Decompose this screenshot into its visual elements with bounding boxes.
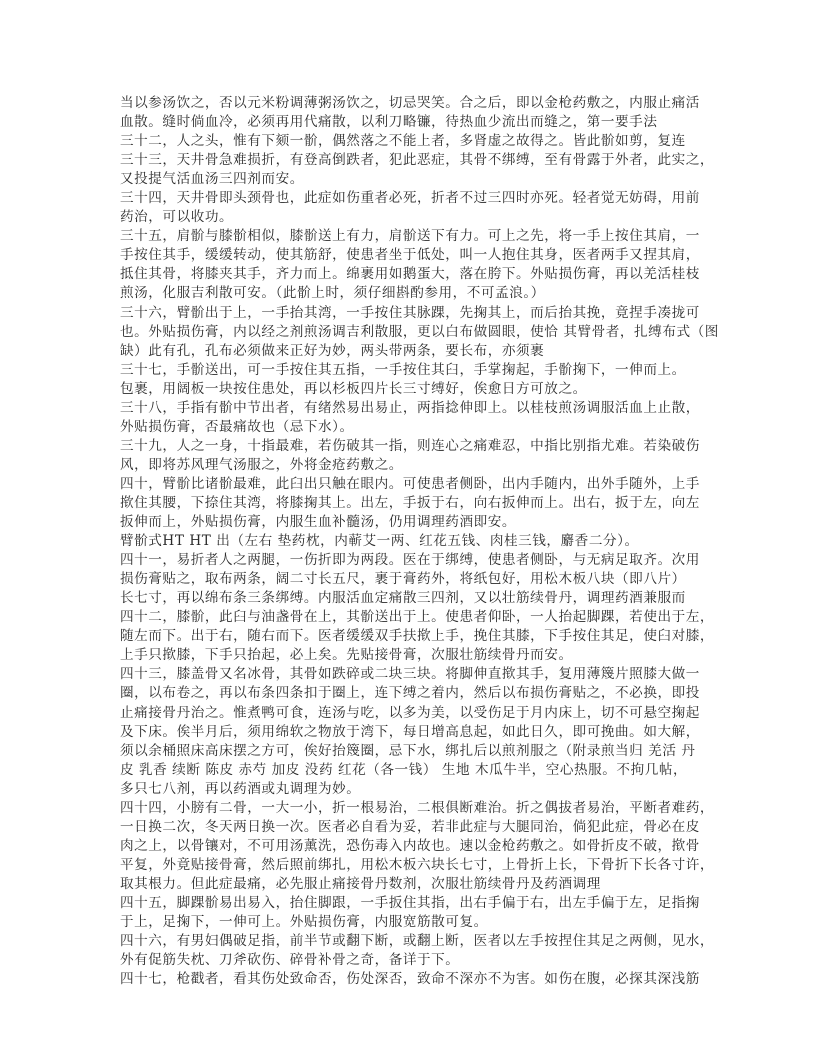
text-line: 皮 乳香 续断 陈皮 赤芍 加皮 没药 红花（各一钱） 生地 木瓜牛半，空心热服。不拘几帖， [120, 761, 688, 778]
text-line: 多只七八剂，再以药酒或丸调理为妙。 [120, 780, 361, 797]
text-line: 取其根力。但此症最痛，必先服止痛接骨丹数剂，次服壮筋续骨丹及药酒调理 [120, 875, 601, 892]
text-line: 损伤膏贴之，取布两条，阔二寸长五尺，裹于膏药外，将纸包好，用松木板八块（即八片） [120, 571, 686, 588]
text-line: 四十七，枪戳者，看其伤处致命否，伤处深否，致命不深亦不为害。如伤在腹，必探其深浅筋 [120, 971, 700, 988]
text-line: 四十一，易折者人之两腿，一伤折即为两段。医在于绑缚，使患者侧卧，与无病足取齐。次用 [120, 552, 700, 569]
text-line: 三十五，肩骱与膝骱相似，膝骱送上有力，肩骱送下有力。可上之先，将一手上按住其肩，一 [120, 228, 700, 245]
text-line: 煎汤，化服吉利散可安。（此骱上时，须仔细斟酌参用，不可孟浪。） [120, 285, 545, 302]
text-line: 三十九，人之一身，十指最难，若伤破其一指，则连心之痛难忍，中指比别指尤难。若染破伤 [120, 437, 700, 454]
text-line: 四十六，有男妇偶破足指，前半节或翻下断，或翻上断，医者以左手按捏住其足之两侧，见水， [120, 933, 715, 950]
text-line: 三十三，天井骨急难损折，有登高倒跌者，犯此恶症，其骨不绑缚，至有骨露于外者，此实之， [120, 152, 715, 169]
text-line: 外贴损伤膏，否最痛故也（忌下水）。 [120, 418, 354, 435]
document-body [120, 94, 719, 989]
text-line: 三十四，天井骨即头颈骨也，此症如伤重者必死，折者不过三四时亦死。轻者觉无妨碍，用前 [120, 190, 700, 207]
text-line: 平复，外竟贴接骨膏，然后照前绑扎，用松木板六块长七寸，上骨折上长，下骨折下长各寸许， [120, 856, 715, 873]
text-line: 四十三，膝盖骨又名冰骨，其骨如跌碎或二块三块。将脚伸直揿其手，复用薄篾片照膝大做一 [120, 666, 700, 683]
text-line: 及下床。俟半月后，须用绵软之物放于湾下，每日增高息起，如此日久，即可挽曲。如大解， [120, 723, 700, 740]
text-line: 缺）此有孔，孔布必须做来正好为妙，两头带两条，要长布，亦须裹 [120, 342, 545, 359]
text-line: 须以余桶照床高床摆之方可，俟好抬篾圈，忌下水，绑扎后以煎剂服之（附录煎当归 羌活 丹 [120, 742, 696, 759]
text-line: 臂骱式HT HT 出（左右 垫药枕，内蕲艾一两、红花五钱、肉桂三钱，麝香二分）。 [120, 533, 639, 550]
text-line: 当以参汤饮之，否以元米粉调薄粥汤饮之，切忌哭笑。合之后，即以金枪药敷之，内服止痛活 [120, 95, 700, 111]
text-line: 三十六，臂骱出于上，一手抬其湾，一手按住其脉踝，先掬其上，而后抬其挽，竟捏手凑拢可 [120, 304, 700, 321]
text-line: 包裹，用阔板一块按住患处，再以杉板四片长三寸缚好，俟愈日方可放之。 [120, 380, 587, 397]
text-line: 抵住其骨，将膝夹其手，齐力而上。绵裹用如鹅蛋大，落在胯下。外贴损伤膏，再以羌活桂枝 [120, 266, 700, 283]
text-line: 三十七，手骱送出，可一手按住其五指，一手按住其臼，手掌掬起，手骱掬下，一伸而上。 [120, 361, 686, 378]
text-line: 长七寸，再以绵布条三条绑缚。内服活血定痛散三四剂，又以壮筋续骨丹，调理药酒兼服而 [120, 590, 686, 607]
text-line: 于上，足掬下，一伸可上。外贴损伤膏，内服宽筋散可复。 [120, 914, 488, 931]
text-line: 揿住其腰，下捺住其湾，将膝掬其上。出左，手扳于右，向右扳伸而上。出右，扳于左，向左 [120, 494, 700, 511]
text-line: 圈，以布卷之，再以布条四条扣于圈上，连下缚之着内，然后以布损伤膏贴之，不必换，即投 [120, 685, 700, 702]
text-line: 三十二，人之头，惟有下颏一骱，偶然落之不能上者，多肾虚之故得之。皆此骱如剪，复连 [120, 133, 686, 150]
text-line: 手按住其手，缓缓转动，使其筋舒，使患者坐于低处，叫一人抱住其身，医者两手又捏其肩， [120, 247, 700, 264]
text-line: 扳伸而上，外贴损伤膏，内服生血补髓汤，仍用调理药酒即安。 [120, 514, 517, 531]
text-line: 三十八，手指有骱中节出者，有绪然易出易止，两指捻伸即上。以桂枝煎汤调服活血上止散， [120, 399, 700, 416]
text-line: 止痛接骨丹治之。惟煮鸭可食，连汤与吃，以多为美，以受伤足于月内床上，切不可悬空掬起 [120, 704, 700, 721]
text-line: 四十二，膝骱，此臼与油盏骨在上，其骱送出于上。使患者仰卧，一人抬起脚踝，若使出于左， [120, 609, 715, 626]
text-line: 四十五，脚踝骱易出易入，抬住脚跟，一手扳住其指，出右手偏于右，出左手偏于左，足指掬 [120, 894, 700, 911]
text-line: 肉之上，以骨镶对，不可用汤薰洗，恐伤毒入内故也。速以金枪药敷之。如骨折皮不破，揿骨 [120, 837, 700, 854]
text-line: 随左而下。出于右，随右而下。医者缓缓双手扶揿上手，挽住其膝，下手按住其足，使臼对膝， [120, 628, 715, 645]
text-line: 四十，臂骱比诸骱最难，此臼出只触在眼内。可使患者侧卧，出内手随内，出外手随外，上手 [120, 475, 700, 492]
text-line: 上手只揿膝，下手只抬起，必上矣。先贴接骨膏，次服壮筋续骨丹而安。 [120, 647, 573, 664]
text-line: 又投提气活血汤三四剂而安。 [120, 171, 304, 188]
text-line: 一日换二次，冬天两日换一次。医者必自看为妥，若非此症与大腿同治，倘犯此症，骨必在皮 [120, 818, 700, 835]
text-line: 药治，可以收功。 [120, 209, 234, 226]
text-line: 风，即将苏风理气汤服之，外将金疮药敷之。 [120, 456, 403, 473]
text-line: 四十四，小膀有二骨，一大一小，折一根易治，二根俱断难治。折之偶拔者易治，平断者难药， [120, 799, 715, 816]
text-line: 外有促筋失枕、刀斧砍伤、碎骨补骨之奇，备详于下。 [120, 952, 460, 969]
text-line: 血散。缝时倘血冷，必须再用代痛散，以利刀略镰，待热血少流出而缝之，第一要手法 [120, 114, 658, 131]
text-line: 也。外贴损伤膏，内以经之剂煎汤调吉利散服，更以白布做圆眼，使恰 其臂骨者，扎缚布式（图 [120, 323, 719, 340]
